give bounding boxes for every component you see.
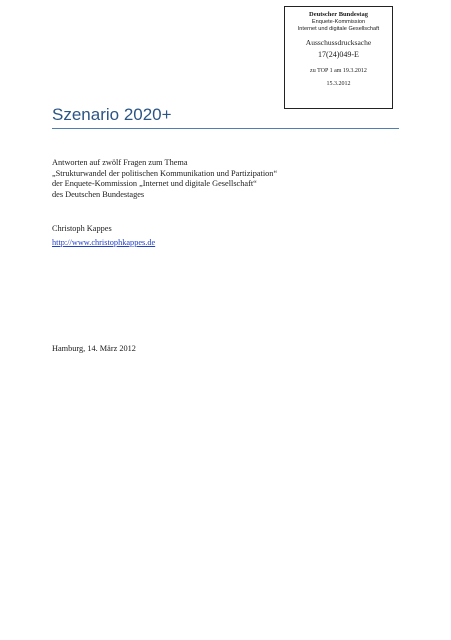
stamp-doc-number: 17(24)049-E [318,50,359,59]
intro-line: der Enquete-Kommission „Internet und digitale Gesellschaft“ [52,179,257,189]
title-rule [52,128,399,129]
stamp-date: 15.3.2012 [326,81,351,87]
intro-line: des Deutschen Bundestages [52,189,145,199]
intro-block [52,158,277,200]
stamp-commission-line2: Internet und digitale Gesellschaft [297,26,380,32]
place-date: Hamburg, 14. März 2012 [52,344,136,353]
stamp-doc-type: Ausschussdrucksache [305,38,372,47]
document-title: Szenario 2020+ [52,105,172,124]
stamp-agenda: zu TOP 1 am 19.3.2012 [310,68,367,74]
author-name: Christoph Kappes [52,224,112,233]
intro-line: „Strukturwandel der politischen Kommunikation und Partizipation“ [52,168,278,178]
committee-stamp [284,6,393,109]
stamp-commission-line1: Enquete-Kommission [311,19,366,25]
author-website-link[interactable]: http://www.christophkappes.de [52,238,156,247]
stamp-organization: Deutscher Bundestag [309,11,368,18]
intro-line: Antworten auf zwölf Fragen zum Thema [52,158,188,167]
